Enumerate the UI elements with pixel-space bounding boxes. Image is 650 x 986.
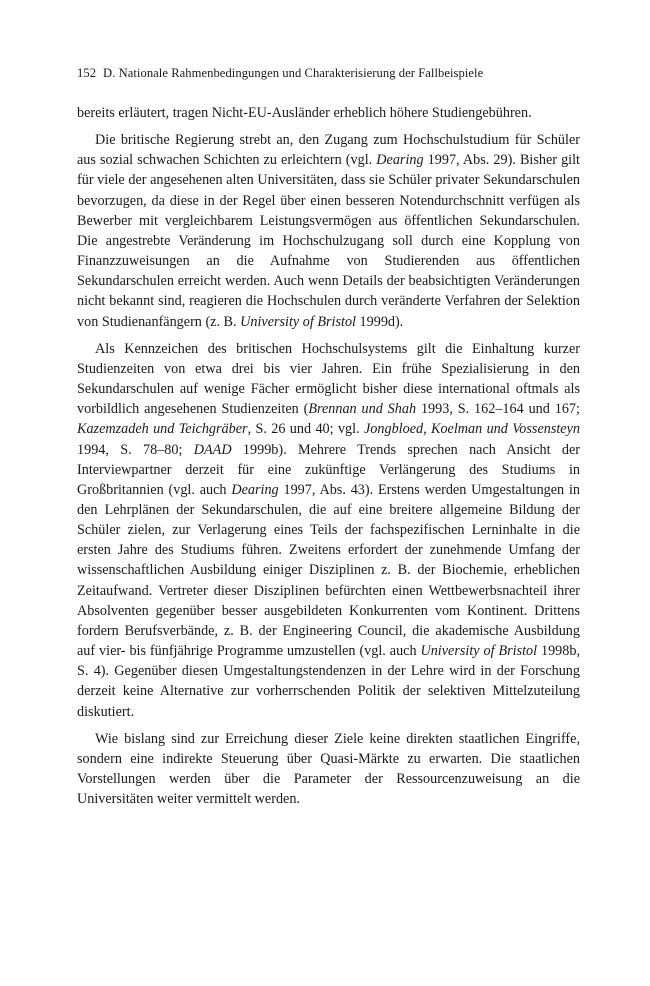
- citation-author: University of Bristol: [420, 643, 538, 660]
- page-number: 152: [77, 66, 97, 80]
- text-run: Die britische Regierung strebt an, den Zugang zum Hochschulstudium für Schüler aus sozial schwachen Schichten zu erleichtern (vgl.: [77, 132, 580, 169]
- text-run: , S. 26 und 40; vgl.: [247, 421, 364, 438]
- citation-author: Dearing: [376, 152, 424, 169]
- text-run: 1997, Abs. 29). Bisher gilt für viele der angesehenen alten Universitäten, dass sie Schüler privater Sekundarschulen bevorzugen, da diese in der Regel über einen besseren Notendurchschnitt verfügen als Bewerber mit vergleichbarem Leistungsvermögen aus öffentlichen Sekundarschulen. Die angestrebte Veränderung im Hochschulzugang soll durch eine Kopplung von Finanzzuweisungen an die Aufnahme von Studierenden aus öffentlichen Sekundarschulen erreicht werden. Auch wenn Details der beabsichtigten Veränderungen nicht bekannt sind, reagieren die Hochschulen durch veränderte Verfahren der Selektion von Studienanfängern (z. B.: [77, 152, 580, 330]
- text-run: bereits erläutert, tragen Nicht-EU-Ausländer erheblich höhere Studiengebühren.: [77, 105, 532, 121]
- paragraph-access-policy: [77, 130, 580, 332]
- text-run: 1997, Abs. 43). Erstens werden Umgestaltungen in den Lehrplänen der Sekundarschulen, die auf eine breitere allgemeine Bildung der Schüler zielen, zur Verlagerung eines Teils der fachspezifischen Lerninhalte in die ersten Jahre des Studiums führen. Zweitens erfordert der zunehmende Umfang der wissenschaftlichen Ausbildung einiger Disziplinen z. B. der Biochemie, erheblichen Zeitaufwand. Vertreter dieser Disziplinen befürchten einen Wettbewerbsnachteil ihrer Absolventen gegenüber besser ausgebildeten Konkurrenten vom Kontinent. Drittens fordern Berufsverbände, z. B. der Engineering Council, die akademische Ausbildung auf vier- bis fünfjährige Programme umzustellen (vgl. auch: [77, 481, 581, 660]
- citation-author: Brennan und Shah: [308, 401, 417, 418]
- text-run: 1994, S. 78–80;: [77, 441, 194, 458]
- citation-author: Kazemzadeh und Teichgräber: [77, 421, 248, 438]
- text-run: 1999d).: [355, 313, 404, 330]
- text-run: Als Kennzeichen des britischen Hochschulsystems gilt die Einhaltung kurzer Studienzeiten von etwa drei bis vier Jahren. Ein frühe Spezialisierung in den Sekundarschulen auf wenige Fächer ermöglicht bisher diese international oftmals als vorbildlich angesehenen Studienzeiten (: [77, 340, 580, 418]
- paragraph-study-duration: [77, 339, 580, 722]
- citation-author: DAAD: [193, 441, 232, 458]
- citation-author: Jongbloed, Koelman und Vossensteyn: [363, 421, 580, 438]
- paragraph-conclusion: [77, 729, 580, 810]
- text-run: 1998b, S. 4). Gegenüber diesen Umgestaltungstendenzen in der Lehre wird in der Forschung derzeit keine Alternative zur vorherrschenden Politik der selektiven Mittelzuteilung diskutiert.: [77, 643, 581, 720]
- running-title: D. Nationale Rahmenbedingungen und Charakterisierung der Fallbeispiele: [103, 66, 484, 80]
- paragraph-continuation: [77, 103, 580, 123]
- text-run: 1993, S. 162–164 und 167;: [416, 401, 580, 418]
- running-header: [77, 64, 580, 82]
- book-page: [77, 64, 580, 809]
- citation-author: Dearing: [231, 481, 279, 498]
- text-run: Wie bislang sind zur Erreichung dieser Ziele keine direkten staatlichen Eingriffe, sondern eine indirekte Steuerung über Quasi-Märkte zu erwarten. Die staatlichen Vorstellungen werden über die Parameter der Ressourcenzuweisung an die Universitäten weiter vermittelt werden.: [77, 730, 580, 808]
- citation-author: University of Bristol: [240, 313, 356, 330]
- text-run: 1999b). Mehrere Trends sprechen nach Ansicht der Interviewpartner derzeit für eine zukünftige Verlängerung des Studiums in Großbritannien (vgl. auch: [77, 441, 580, 498]
